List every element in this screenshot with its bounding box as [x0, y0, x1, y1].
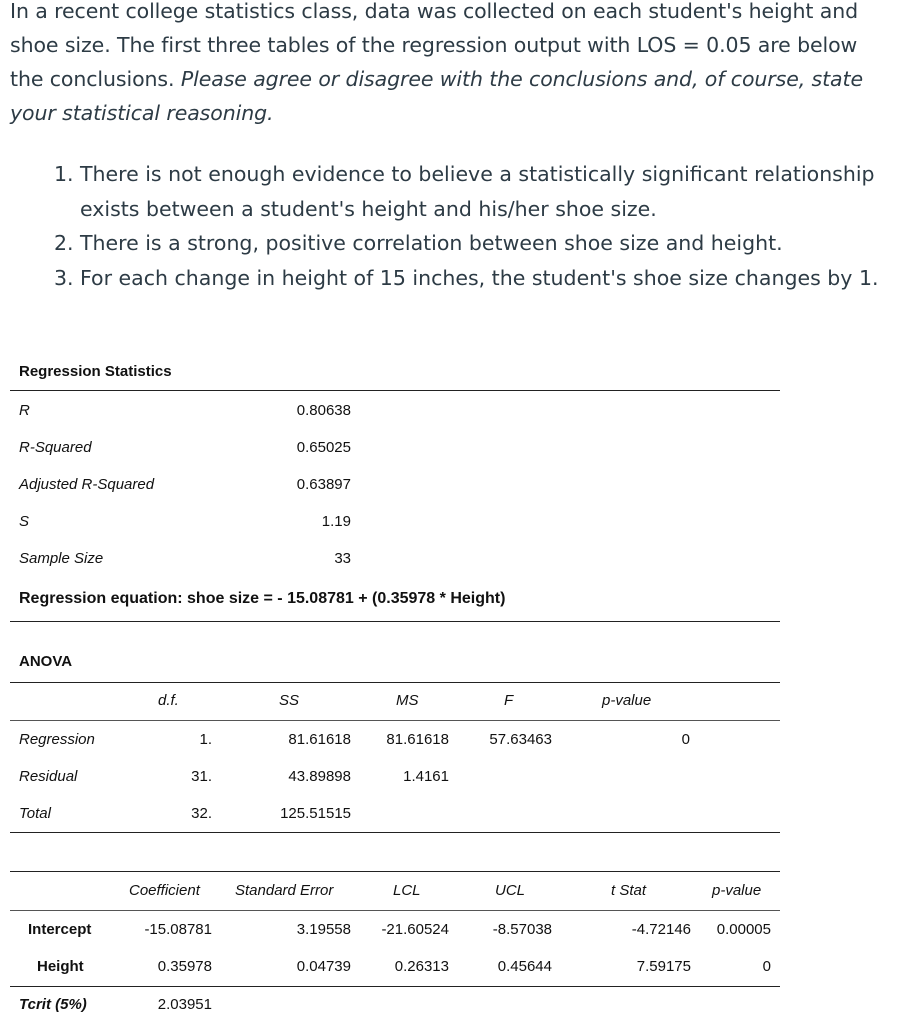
coef-header-coefficient: Coefficient [129, 882, 200, 899]
conclusion-item [54, 261, 884, 296]
conclusion-number: 1. [54, 162, 74, 186]
intro-text: In a recent college statistics class, data was collected on each student's height and shoe size. The first three tables of the regression output with LOS = 0.05 are below the conclusions. [10, 0, 859, 91]
stat-label: R [19, 402, 30, 419]
anova-source: Residual [19, 768, 78, 785]
anova-source: Total [19, 805, 51, 822]
coef-value: 0.35978 [157, 958, 212, 975]
stat-label: Adjusted R-Squared [19, 476, 155, 493]
stat-value: 33 [334, 550, 351, 567]
coef-value: -15.08781 [144, 921, 212, 938]
table-divider [10, 986, 780, 987]
question-intro [10, 0, 890, 130]
stat-value: 1.19 [321, 513, 351, 530]
coef-header-ucl: UCL [495, 882, 526, 899]
conclusion-item [54, 157, 884, 226]
stat-label: Sample Size [19, 550, 104, 567]
table-divider [10, 871, 780, 872]
coef-lcl: -21.60524 [381, 921, 449, 938]
anova-ms: 1.4161 [403, 768, 449, 785]
anova-ms: 81.61618 [386, 731, 449, 748]
coef-header-pvalue: p-value [712, 882, 762, 899]
anova-header-df: d.f. [158, 692, 179, 709]
anova-source: Regression [19, 731, 95, 748]
coef-header-standard-error: Standard Error [235, 882, 334, 899]
coef-term: Intercept [28, 921, 92, 938]
coef-ucl: 0.45644 [497, 958, 552, 975]
table-divider [10, 682, 780, 683]
coef-standard-error: 0.04739 [296, 958, 351, 975]
conclusion-number: 3. [54, 265, 74, 290]
regression-statistics-title: Regression Statistics [19, 363, 172, 380]
coef-lcl: 0.26313 [394, 958, 449, 975]
coef-pvalue: 0 [762, 958, 771, 975]
regression-equation: Regression equation: shoe size = - 15.08781 + (0.35978 * Height) [19, 590, 506, 607]
coef-tstat: -4.72146 [631, 921, 691, 938]
conclusion-item [54, 226, 884, 261]
anova-title: ANOVA [19, 653, 73, 670]
anova-df: 32. [191, 805, 212, 822]
coef-header-lcl: LCL [393, 882, 421, 899]
anova-df: 31. [191, 768, 212, 785]
coef-pvalue: 0.00005 [716, 921, 771, 938]
intro-emphasis: Please agree or disagree with the conclusions and, of course, state your statistical reasoning. [10, 67, 863, 125]
anova-header-pvalue: p-value [602, 692, 652, 709]
tcrit-label: Tcrit (5%) [19, 996, 87, 1013]
stat-value: 0.65025 [296, 439, 351, 456]
anova-header-ss: SS [279, 692, 300, 709]
conclusions-list [54, 157, 884, 295]
tcrit-value: 2.03951 [157, 996, 212, 1013]
anova-f: 57.63463 [489, 731, 552, 748]
table-divider [10, 910, 780, 911]
table-divider [10, 832, 780, 833]
coef-tstat: 7.59175 [636, 958, 691, 975]
anova-ss: 81.61618 [288, 731, 351, 748]
coef-ucl: -8.57038 [492, 921, 552, 938]
table-divider [10, 621, 780, 622]
conclusion-text: There is a strong, positive correlation between shoe size and height. [80, 231, 783, 255]
conclusion-number: 2. [54, 231, 74, 255]
anova-header-ms: MS [396, 692, 419, 709]
anova-pvalue: 0 [681, 731, 690, 748]
anova-ss: 125.51515 [280, 805, 351, 822]
coef-header-tstat: t Stat [611, 882, 647, 899]
stat-value: 0.80638 [296, 402, 351, 419]
conclusion-text: There is not enough evidence to believe a statistically significant relationship exists between a student's height and his/her shoe size. [80, 162, 875, 221]
table-divider [10, 390, 780, 391]
coef-term: Height [37, 958, 84, 975]
coef-standard-error: 3.19558 [296, 921, 351, 938]
conclusion-text: For each change in height of 15 inches, the student's shoe size changes by 1. [80, 265, 879, 290]
stat-value: 0.63897 [296, 476, 351, 493]
anova-df: 1. [199, 731, 212, 748]
stat-label: R-Squared [19, 439, 92, 456]
table-divider [10, 720, 780, 721]
anova-ss: 43.89898 [288, 768, 351, 785]
stat-label: S [19, 513, 30, 530]
anova-header-f: F [504, 692, 514, 709]
